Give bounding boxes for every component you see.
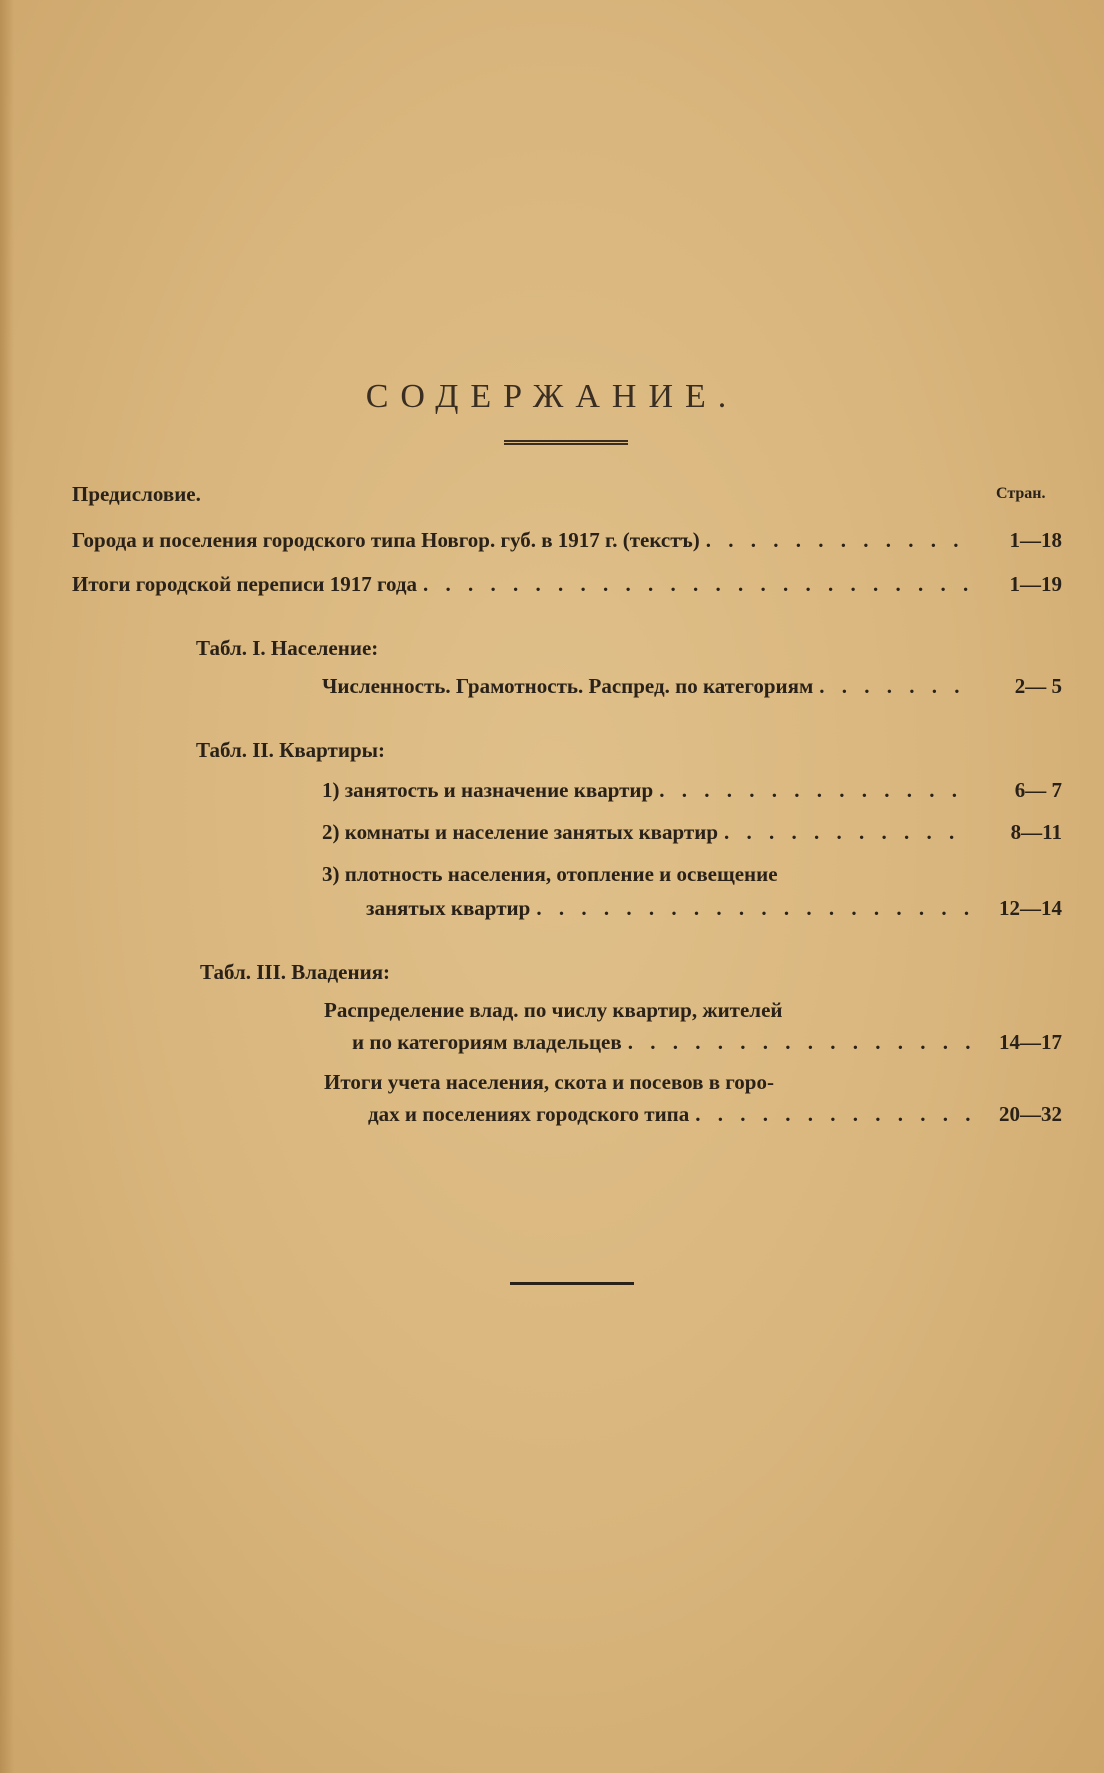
toc-entry-text: 2) комнаты и население занятых квартир xyxy=(322,820,719,844)
page-title: СОДЕРЖАНИЕ. xyxy=(365,378,739,415)
leader-dots xyxy=(695,1102,972,1127)
table-heading: Табл. I. Население: xyxy=(196,636,379,660)
toc-entry-first-line: Распределение влад. по числу квартир, жителей xyxy=(324,998,783,1022)
toc-entry-text: и по категориям владельцев xyxy=(352,1030,622,1054)
toc-entry xyxy=(366,896,1062,921)
leader-dots xyxy=(706,528,972,553)
table-heading: Табл. III. Владения: xyxy=(200,960,391,984)
toc-entry xyxy=(72,572,1062,597)
title-double-rule xyxy=(504,440,628,445)
toc-entry xyxy=(352,1030,1062,1055)
toc-entry-pages: 8—11 xyxy=(1010,820,1062,844)
toc-entry xyxy=(322,820,1062,845)
toc-entry-pages: 6— 7 xyxy=(1014,778,1062,802)
toc-entry-text: Численность. Грамотность. Распред. по категориям xyxy=(322,674,814,698)
leader-dots xyxy=(628,1030,972,1055)
toc-entry-pages: 20—32 xyxy=(999,1102,1062,1126)
closing-rule xyxy=(510,1282,634,1285)
toc-entry-pages: 1—18 xyxy=(1009,528,1062,552)
toc-entry-first-line: Итоги учета населения, скота и посевов в горо- xyxy=(324,1070,774,1094)
toc-entry-text: Города и поселения городского типа Новгор. губ. в 1917 г. (текстъ) xyxy=(72,528,700,552)
leader-dots xyxy=(724,820,972,845)
toc-entry-text: дах и поселениях городского типа xyxy=(368,1102,690,1126)
toc-entry-first-line: 3) плотность населения, отопление и освещение xyxy=(322,862,778,886)
toc-entry-text: занятых квартир xyxy=(366,896,531,920)
toc-entry-pages: 1—19 xyxy=(1009,572,1062,596)
toc-entry xyxy=(72,528,1062,553)
leader-dots xyxy=(536,896,972,921)
preface-label: Предисловие. xyxy=(72,482,201,506)
toc-entry xyxy=(322,674,1062,699)
toc-entry xyxy=(322,778,1062,803)
toc-entry xyxy=(368,1102,1062,1127)
page-edge-shadow xyxy=(0,0,14,1773)
leader-dots xyxy=(423,572,972,597)
table-heading: Табл. II. Квартиры: xyxy=(196,738,386,762)
toc-entry-text: Итоги городской переписи 1917 года xyxy=(72,572,418,596)
pages-column-header: Стран. xyxy=(996,485,1046,502)
leader-dots xyxy=(659,778,972,803)
leader-dots xyxy=(819,674,972,699)
toc-entry-pages: 14—17 xyxy=(999,1030,1062,1054)
toc-entry-pages: 2— 5 xyxy=(1014,674,1062,698)
toc-entry-pages: 12—14 xyxy=(999,896,1062,920)
toc-entry-text: 1) занятость и назначение квартир xyxy=(322,778,654,802)
